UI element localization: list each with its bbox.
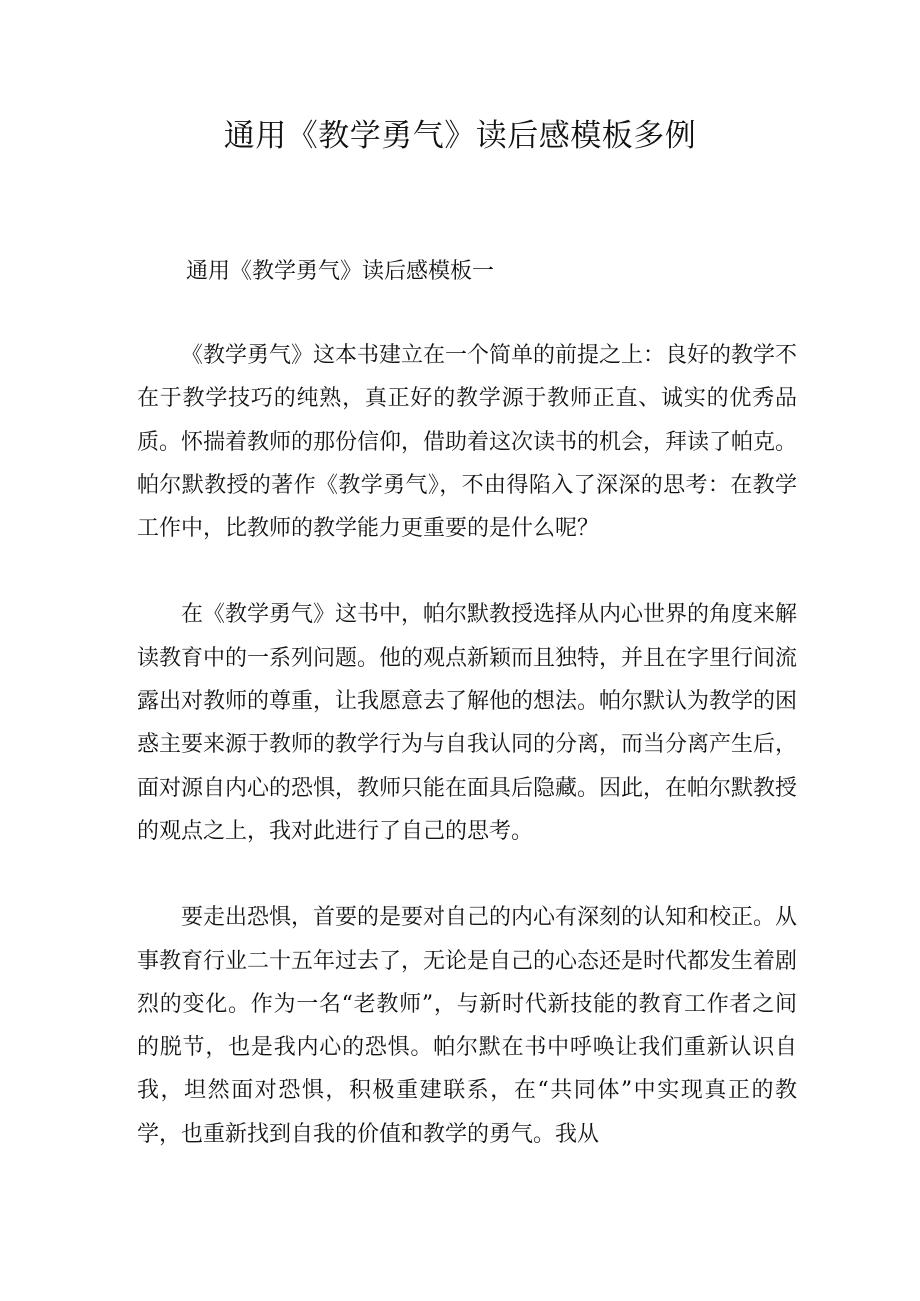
section-heading: 通用《教学勇气》读后感模板一 [186, 259, 495, 284]
document-body [137, 334, 797, 1199]
paragraph-3: 要走出恐惧，首要的是要对自己的内心有深刻的认知和校正。从事教育行业二十五年过去了，无论是自己的心态还是时代都发生着剧烈的变化。作为一名“老教师”，与新时代新技能的教育工作者之间的脱节，也是我内心的恐惧。帕尔默在书中呼唤让我们重新认识自我，坦然面对恐惧，积极重建联系，在“共同体”中实现真正的教学，也重新找到自我的价值和教学的勇气。我从 [137, 905, 798, 1147]
document-title: 通用《教学勇气》读后感模板多例 [223, 118, 697, 154]
paragraph-2: 在《教学勇气》这书中，帕尔默教授选择从内心世界的角度来解读教育中的一系列问题。他的观点新颖而且独特，并且在字里行间流露出对教师的尊重，让我愿意去了解他的想法。帕尔默认为教学的困惑主要来源于教师的教学行为与自我认同的分离，而当分离产生后，面对源自内心的恐惧，教师只能在面具后隐藏。因此，在帕尔默教授的观点之上，我对此进行了自己的思考。 [137, 602, 798, 844]
paragraph-1: 《教学勇气》这本书建立在一个简单的前提之上：良好的教学不在于教学技巧的纯熟，真正好的教学源于教师正直、诚实的优秀品质。怀揣着教师的那份信仰，借助着这次读书的机会，拜读了帕克。帕尔默教授的著作《教学勇气》，不由得陷入了深深的思考：在教学工作中，比教师的教学能力更重要的是什么呢？ [137, 343, 798, 542]
